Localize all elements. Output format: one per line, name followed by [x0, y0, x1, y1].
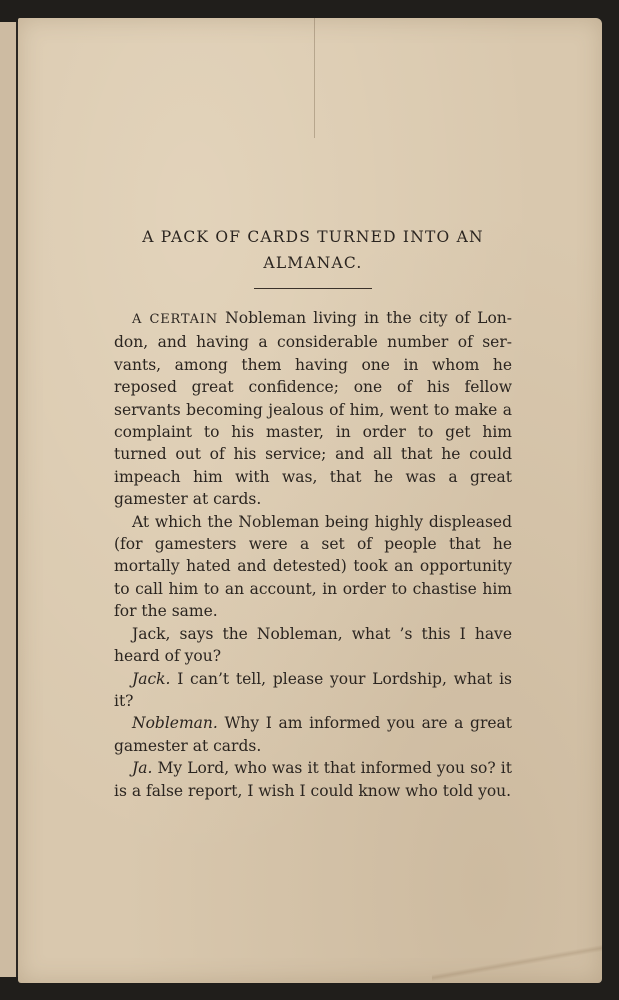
- paragraph-text: Jack, says the Nobleman, what ’s this I have heard of you?: [114, 624, 512, 666]
- previous-page-edge: [0, 22, 18, 977]
- paragraph-1: [114, 307, 512, 511]
- page-content: [114, 224, 512, 802]
- paragraph-text: Nobleman living in the city of London, and having a considerable number of servants, among them having one in whom he reposed great confidence; one of his fellow servants becoming jealous of him, went to make a complaint to his master, in order to get him turned out of his service; and all that he could impeach him with was, that he was a great gamester at cards.: [114, 309, 513, 509]
- paragraph-text: At which the Nobleman being highly displeased (for gamesters were a set of people that he mortally hated and detested) took an opportunity to call him to an account, in order to chastise him for the same.: [114, 512, 512, 621]
- paragraph-2: [114, 511, 512, 623]
- speaker-name: Jack.: [132, 669, 171, 688]
- page-wear: [432, 943, 602, 983]
- paragraph-lead: A CERTAIN: [132, 312, 218, 327]
- speaker-name: Nobleman.: [132, 714, 218, 733]
- chapter-title-line-2: ALMANAC.: [263, 254, 363, 272]
- chapter-title-line-1: A PACK OF CARDS TURNED INTO AN: [142, 228, 484, 246]
- paragraph-text: Why I am informed you are a great gamester at cards.: [114, 714, 512, 755]
- paragraph-5: [114, 712, 512, 757]
- page-fold-crease: [314, 18, 315, 138]
- paragraph-text: I can’t tell, please your Lordship, what is it?: [114, 669, 512, 710]
- paragraph-4: [114, 668, 512, 713]
- title-rule: [254, 288, 372, 289]
- paragraph-text: My Lord, who was it that informed you so? it is a false report, I wish I could know who told you.: [114, 759, 512, 800]
- body-text: [114, 307, 512, 802]
- chapter-title: [114, 224, 512, 276]
- paragraph-3: [114, 623, 512, 668]
- paragraph-6: [114, 757, 512, 802]
- speaker-name: Ja.: [132, 759, 153, 778]
